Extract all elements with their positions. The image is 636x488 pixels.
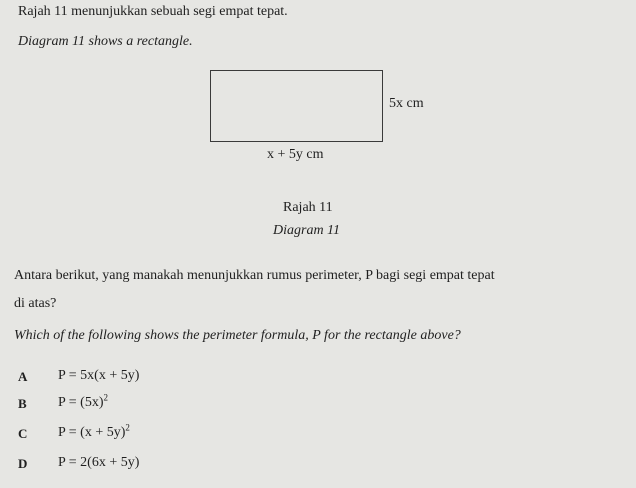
rectangle-diagram <box>210 70 383 142</box>
english-question: Which of the following shows the perimeter formula, P for the rectangle above? <box>14 328 461 343</box>
malay-question-line2: di atas? <box>14 296 57 311</box>
option-letter: C <box>18 426 28 441</box>
option-letter: B <box>18 396 27 411</box>
width-label: 5x cm <box>389 96 424 111</box>
option-formula <box>58 368 139 384</box>
option-formula <box>58 392 108 411</box>
option-letter: D <box>18 456 28 471</box>
option-letter: A <box>18 369 28 384</box>
formula-text: P = 5x(x + 5y) <box>58 368 140 383</box>
diagram-caption-malay: Rajah 11 <box>283 200 333 215</box>
length-label: x + 5y cm <box>267 147 324 162</box>
diagram-caption-english: Diagram 11 <box>273 223 341 238</box>
option-formula <box>58 422 130 441</box>
formula-text: P = 2(6x + 5y) <box>58 455 140 470</box>
option-formula <box>58 455 139 471</box>
formula-exponent: 2 <box>103 392 108 403</box>
english-intro: Diagram 11 shows a rectangle. <box>18 34 193 49</box>
formula-text: P = (5x) <box>58 395 104 410</box>
formula-text: P = (x + 5y) <box>58 425 126 440</box>
formula-exponent: 2 <box>125 422 130 433</box>
malay-intro: Rajah 11 menunjukkan sebuah segi empat tepat. <box>18 4 288 19</box>
malay-question-line1: Antara berikut, yang manakah menunjukkan rumus perimeter, P bagi segi empat tepat <box>14 268 495 283</box>
